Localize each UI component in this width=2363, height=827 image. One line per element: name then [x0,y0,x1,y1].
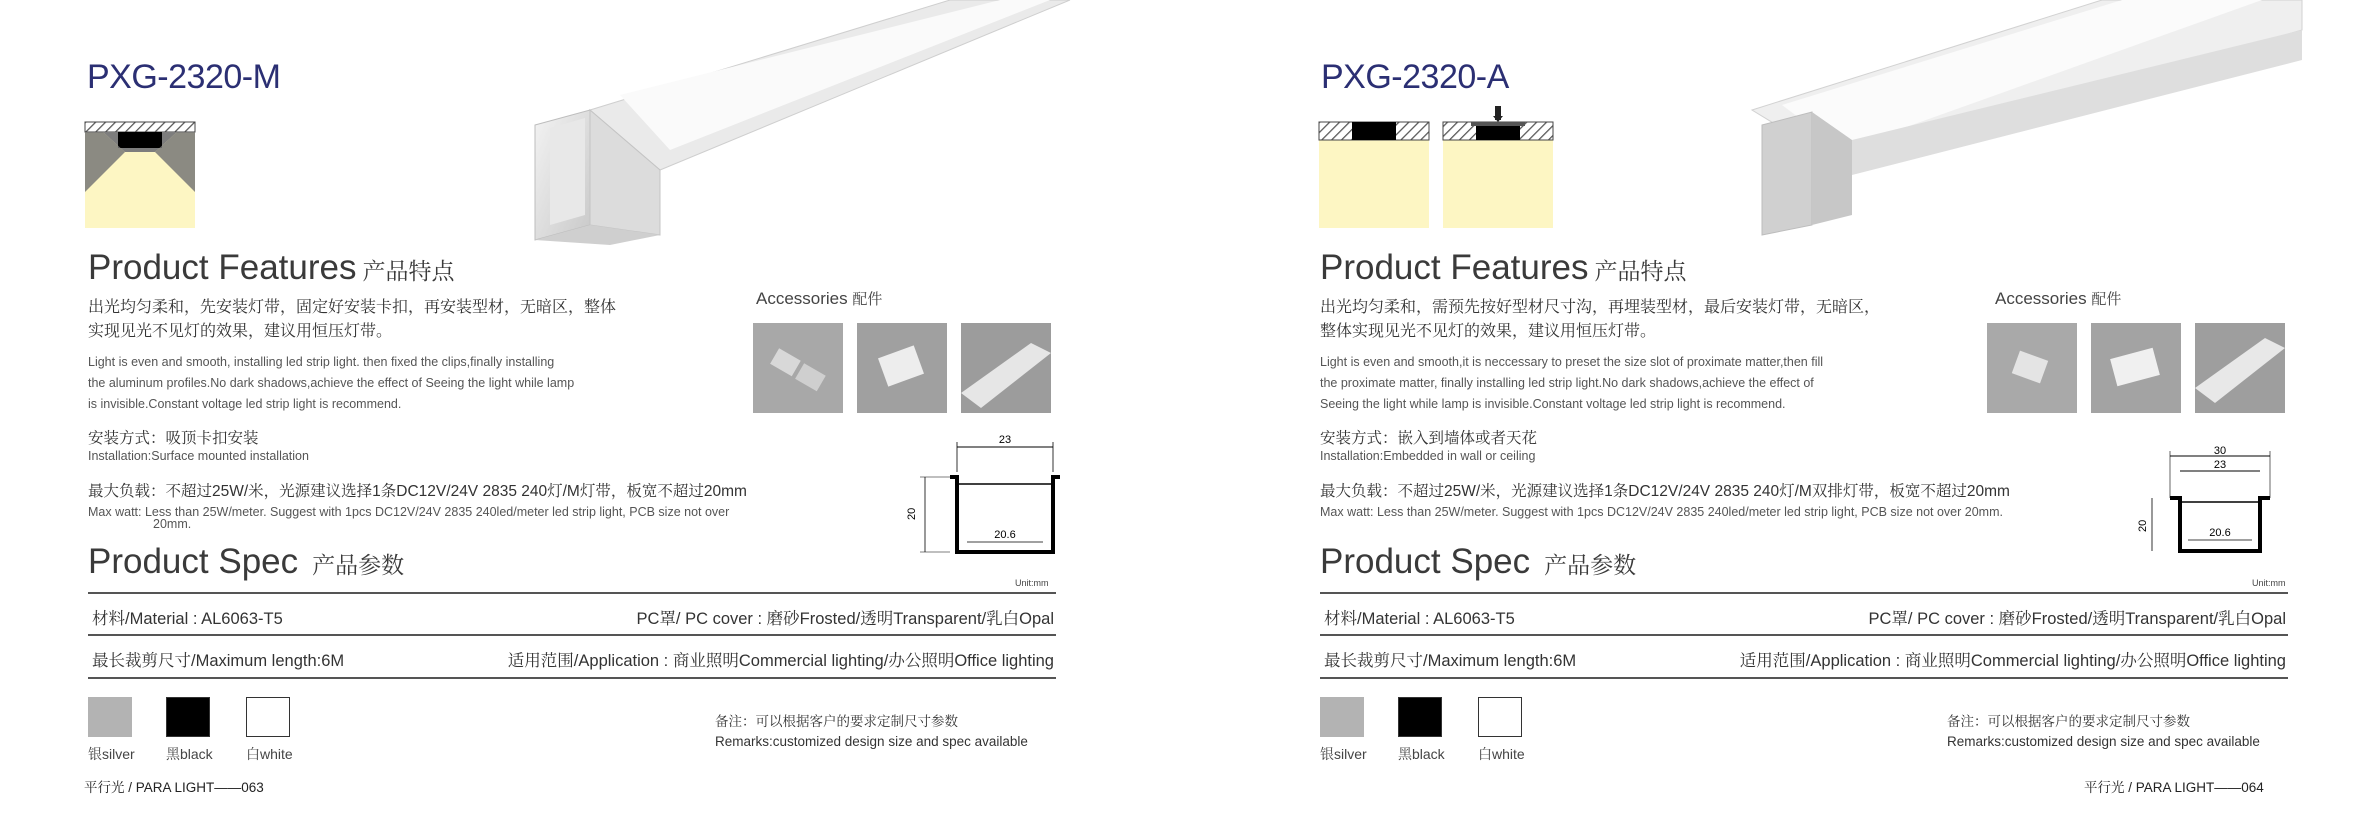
unit-label: Unit:mm [1015,578,1049,588]
accessory-clips-image [753,323,843,413]
color-swatch-white [246,697,290,737]
dim-inner: 20.6 [2209,527,2231,539]
spec-cover: PC罩/ PC cover : 磨砂Frosted/透明Transparent/乳白Opal [636,610,1054,628]
spec-application: 适用范围/Application : 商业照明Commercial lighting/办公照明Office lighting [1739,652,2286,670]
spec-divider [88,634,1056,636]
remark-cn: 备注：可以根据客户的要求定制尺寸参数 [1947,714,2190,729]
dim-height: 20 [2137,519,2149,532]
spec-cover: PC罩/ PC cover : 磨砂Frosted/透明Transparent/乳白Opal [1868,610,2286,628]
dim-top: 23 [2213,459,2227,471]
spec-title-cn: 产品参数 [312,552,405,578]
installation-cn: 安装方式：吸顶卡扣安装 [88,430,259,447]
installation-cn: 安装方式：嵌入到墙体或者天花 [1320,430,1538,447]
color-label-black: 黑black [166,746,213,762]
max-load-cn: 最大负载：不超过25W/米，光源建议选择1条DC12V/24V 2835 240灯/M双排灯带，板宽不超过20mm [1320,483,2010,500]
accessories-title-en: Accessories [756,289,848,308]
dim-height: 20 [906,507,918,520]
remark-en: Remarks:customized design size and spec available [715,734,1028,749]
profile-cross-section [905,432,1065,572]
features-en [1320,352,1823,415]
features-cn-line: 实现见光不见灯的效果，建议用恒压灯带。 [88,323,393,340]
features-en-line: Light is even and smooth, installing led strip light. then fixed the clips,finally installing [88,355,555,369]
accessory-profile-image [2195,323,2285,413]
color-swatch-silver [1320,697,1364,737]
color-swatch-black [1398,697,1442,737]
spec-title [88,542,404,582]
features-cn-line: 出光均匀柔和，先安装灯带，固定好安装卡扣，再安装型材，无暗区，整体 [88,299,617,316]
remarks [715,712,1028,752]
color-swatch-white [1478,697,1522,737]
features-title [1320,248,1686,288]
color-label-white: 白white [1478,746,1525,762]
installation-en: Installation:Surface mounted installation [88,449,309,463]
installation-en: Installation:Embedded in wall or ceiling [1320,449,1536,463]
color-swatch-silver [88,697,132,737]
profile-cross-section [2137,445,2300,576]
spec-application: 适用范围/Application : 商业照明Commercial lighting/办公照明Office lighting [507,652,1054,670]
max-load-cn: 最大负载：不超过25W/米，光源建议选择1条DC12V/24V 2835 240灯/M灯带，板宽不超过20mm [88,483,747,500]
spec-max-length: 最长裁剪尺寸/Maximum length:6M [92,652,345,670]
max-load-en [88,506,848,530]
features-en-line: is invisible.Constant voltage led strip light is recommend. [88,397,402,411]
spec-title-en: Product Spec [88,542,299,581]
accessories-title-cn: 配件 [2091,291,2122,308]
spec-row-length [1324,647,2286,671]
spec-divider [88,592,1056,594]
features-cn-line: 整体实现见光不见灯的效果，建议用恒压灯带。 [1320,323,1657,340]
remarks [1947,712,2260,752]
catalog-page-right [1182,0,2363,827]
features-en-line: the proximate matter, finally installing led strip light.No dark shadows,achieve the effect of [1320,376,1814,390]
accessory-clips-image [1987,323,2077,413]
spec-material: 材料/Material : AL6063-T5 [1324,610,1515,628]
spec-row-material [1324,605,2286,629]
spec-title-cn: 产品参数 [1544,552,1637,578]
dim-top: 23 [998,434,1012,446]
color-label-white: 白white [246,746,293,762]
accessories-title [1995,288,2121,309]
remark-cn: 备注：可以根据客户的要求定制尺寸参数 [715,714,958,729]
spec-divider [1320,592,2288,594]
accessory-profile-image [961,323,1051,413]
spec-divider [1320,634,2288,636]
dim-inner: 20.6 [994,529,1016,541]
accessory-endcap-image [857,323,947,413]
page-footer: 平行光 / PARA LIGHT——063 [84,780,264,795]
color-label-black: 黑black [1398,746,1445,762]
spec-material: 材料/Material : AL6063-T5 [92,610,283,628]
spec-row-length [92,647,1054,671]
product-photo [530,0,1070,245]
features-en-line: the aluminum profiles.No dark shadows,achieve the effect of Seeing the light while lamp [88,376,575,390]
color-swatch-black [166,697,210,737]
lighting-effect-diagram [1319,122,1429,228]
features-en [88,352,574,415]
max-load-en-line: Max watt: Less than 25W/meter. Suggest with 1pcs DC12V/24V 2835 240led/meter led strip light, PCB size not over [88,505,730,519]
features-en-line: Light is even and smooth,it is neccessary to preset the size slot of proximate matter,then fill [1320,355,1824,369]
lighting-effect-diagram [85,122,195,228]
spec-divider [88,677,1056,679]
model-title: PXG-2320-A [1321,58,1509,96]
spec-row-material [92,605,1054,629]
spec-max-length: 最长裁剪尺寸/Maximum length:6M [1324,652,1577,670]
features-title [88,248,454,288]
color-label-silver: 银silver [88,746,135,762]
remark-en: Remarks:customized design size and spec available [1947,734,2260,749]
max-load-en-line: 20mm. [153,517,192,531]
page-footer: 平行光 / PARA LIGHT——064 [2084,780,2264,795]
features-cn [1320,296,1880,344]
installation-diagram [1443,106,1553,228]
spec-title [1320,542,1636,582]
features-en-line: Seeing the light while lamp is invisible.Constant voltage led strip light is recommend. [1320,397,1786,411]
features-cn-line: 出光均匀柔和，需预先按好型材尺寸沟，再埋装型材，最后安装灯带，无暗区， [1320,299,1881,316]
features-cn [88,296,616,344]
color-label-silver: 银silver [1320,746,1367,762]
features-title-cn: 产品特点 [1594,258,1687,284]
accessory-endcap-image [2091,323,2181,413]
features-title-cn: 产品特点 [362,258,455,284]
model-title: PXG-2320-M [87,58,281,96]
spec-divider [1320,677,2288,679]
unit-label: Unit:mm [2252,578,2286,588]
max-load-en-line: Max watt: Less than 25W/meter. Suggest with 1pcs DC12V/24V 2835 240led/meter led strip light, PCB size not over 20mm. [1320,505,2003,519]
features-title-en: Product Features [88,248,357,287]
features-title-en: Product Features [1320,248,1589,287]
accessories-title [756,288,882,309]
accessories-title-en: Accessories [1995,289,2087,308]
spec-title-en: Product Spec [1320,542,1531,581]
dim-outer: 30 [2213,445,2227,457]
catalog-page-left [0,0,1181,827]
accessories-title-cn: 配件 [852,291,883,308]
max-load-en [1320,506,2080,518]
product-photo [1742,0,2302,240]
